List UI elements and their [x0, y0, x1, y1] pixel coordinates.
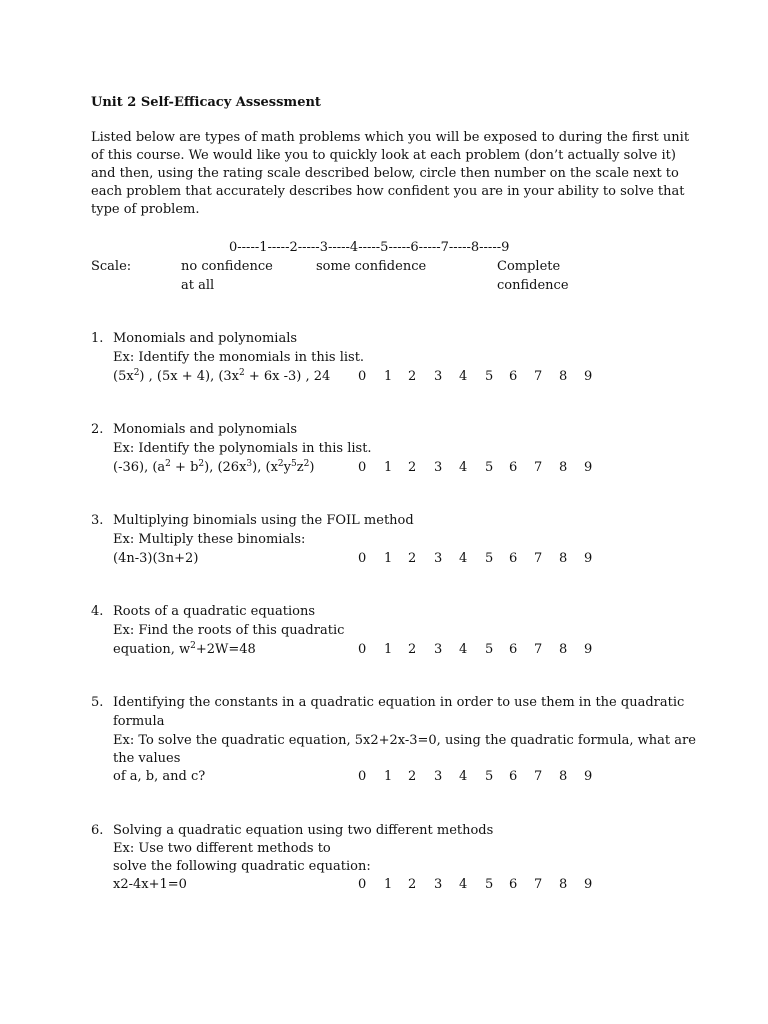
rating-option-9[interactable]: 9 — [584, 460, 593, 475]
rating-option-8[interactable]: 8 — [559, 551, 568, 566]
question-topic: Identifying the constants in a quadratic equation in order to use them in the quadratic — [113, 695, 685, 710]
question-number: 5. — [91, 695, 104, 710]
rating-option-4[interactable]: 4 — [459, 369, 468, 384]
rating-option-3[interactable]: 3 — [434, 877, 443, 892]
question-expression: (-36), $(a^2 + b^2)$, $(26x^3)$, $(x^2y^5z^2)$ — [113, 459, 315, 475]
rating-option-1[interactable]: 1 — [384, 877, 393, 892]
rating-option-4[interactable]: 4 — [459, 769, 468, 784]
rating-option-0[interactable]: 0 — [358, 877, 367, 892]
question-topic: Monomials and polynomials — [113, 422, 298, 437]
scale-high-label: confidence — [497, 278, 569, 293]
question-expression: of a, b, and c? — [113, 769, 206, 784]
rating-option-3[interactable]: 3 — [434, 460, 443, 475]
question-number: 2. — [91, 422, 104, 437]
rating-option-5[interactable]: 5 — [485, 877, 494, 892]
rating-option-6[interactable]: 6 — [509, 642, 518, 657]
rating-option-6[interactable]: 6 — [509, 460, 518, 475]
rating-option-7[interactable]: 7 — [534, 877, 543, 892]
question-expression: $(5x^2)$ , (5x + 4), ($3x^2 + 6x$ -3) , 24 — [113, 368, 331, 384]
intro-line: each problem that accurately describes how confident you are in your ability to solve that — [91, 184, 685, 199]
rating-option-8[interactable]: 8 — [559, 642, 568, 657]
rating-option-5[interactable]: 5 — [485, 642, 494, 657]
rating-option-0[interactable]: 0 — [358, 551, 367, 566]
rating-option-2[interactable]: 2 — [408, 642, 417, 657]
question-number: 3. — [91, 513, 104, 528]
rating-option-6[interactable]: 6 — [509, 551, 518, 566]
rating-option-0[interactable]: 0 — [358, 769, 367, 784]
question-example: solve the following quadratic equation: — [113, 859, 371, 874]
rating-option-8[interactable]: 8 — [559, 877, 568, 892]
rating-option-4[interactable]: 4 — [459, 551, 468, 566]
intro-line: Listed below are types of math problems which you will be exposed to during the first unit — [91, 130, 690, 145]
question-number: 4. — [91, 604, 104, 619]
question-topic: Multiplying binomials using the FOIL method — [113, 513, 414, 528]
question-example: the values — [113, 751, 181, 766]
rating-option-1[interactable]: 1 — [384, 551, 393, 566]
rating-option-0[interactable]: 0 — [358, 642, 367, 657]
question-topic: Roots of a quadratic equations — [113, 604, 316, 619]
rating-option-7[interactable]: 7 — [534, 642, 543, 657]
question-topic: formula — [113, 714, 165, 729]
rating-option-8[interactable]: 8 — [559, 460, 568, 475]
scale-low-label: at all — [181, 278, 215, 293]
question-example: Ex: To solve the quadratic equation, 5x2+2x-3=0, using the quadratic formula, what are — [113, 733, 696, 748]
rating-option-9[interactable]: 9 — [584, 369, 593, 384]
rating-option-9[interactable]: 9 — [584, 877, 593, 892]
rating-option-2[interactable]: 2 — [408, 460, 417, 475]
question-expression: (4n-3)(3n+2) — [113, 551, 199, 566]
question-number: 6. — [91, 823, 104, 838]
question-expression: x2-4x+1=0 — [113, 877, 187, 892]
rating-option-2[interactable]: 2 — [408, 877, 417, 892]
rating-option-4[interactable]: 4 — [459, 877, 468, 892]
rating-option-2[interactable]: 2 — [408, 769, 417, 784]
question-expression: equation, $w^2+2W=48$ — [113, 641, 256, 657]
scale-label: Scale: — [91, 259, 132, 274]
rating-option-4[interactable]: 4 — [459, 642, 468, 657]
rating-option-1[interactable]: 1 — [384, 769, 393, 784]
page-title: Unit 2 Self-Efficacy Assessment — [91, 95, 321, 110]
rating-option-9[interactable]: 9 — [584, 551, 593, 566]
rating-option-2[interactable]: 2 — [408, 551, 417, 566]
rating-option-6[interactable]: 6 — [509, 877, 518, 892]
rating-option-5[interactable]: 5 — [485, 769, 494, 784]
intro-paragraph — [91, 129, 690, 219]
question-example: Ex: Use two different methods to — [113, 841, 331, 856]
rating-option-5[interactable]: 5 — [485, 551, 494, 566]
rating-option-0[interactable]: 0 — [358, 460, 367, 475]
question-topic: Monomials and polynomials — [113, 331, 298, 346]
rating-option-9[interactable]: 9 — [584, 642, 593, 657]
rating-option-1[interactable]: 1 — [384, 369, 393, 384]
rating-option-0[interactable]: 0 — [358, 369, 367, 384]
rating-option-4[interactable]: 4 — [459, 460, 468, 475]
rating-option-8[interactable]: 8 — [559, 369, 568, 384]
scale-number-line: 0-----1-----2-----3-----4-----5-----6-----7-----8-----9 — [229, 240, 510, 255]
rating-option-1[interactable]: 1 — [384, 642, 393, 657]
question-example: Ex: Find the roots of this quadratic — [113, 623, 345, 638]
rating-option-7[interactable]: 7 — [534, 769, 543, 784]
rating-option-9[interactable]: 9 — [584, 769, 593, 784]
rating-option-6[interactable]: 6 — [509, 369, 518, 384]
rating-option-8[interactable]: 8 — [559, 769, 568, 784]
question-example: Ex: Identify the polynomials in this list. — [113, 441, 372, 456]
rating-option-3[interactable]: 3 — [434, 369, 443, 384]
question-example: Ex: Multiply these binomials: — [113, 532, 306, 547]
rating-option-3[interactable]: 3 — [434, 642, 443, 657]
intro-line: and then, using the rating scale described below, circle then number on the scale next to — [91, 166, 679, 181]
rating-option-5[interactable]: 5 — [485, 369, 494, 384]
scale-high-label: Complete — [497, 259, 561, 274]
question-topic: Solving a quadratic equation using two different methods — [113, 823, 494, 838]
rating-option-7[interactable]: 7 — [534, 460, 543, 475]
rating-option-3[interactable]: 3 — [434, 551, 443, 566]
scale-mid-label: some confidence — [316, 259, 427, 274]
intro-line: type of problem. — [91, 202, 200, 217]
rating-option-3[interactable]: 3 — [434, 769, 443, 784]
scale-low-label: no confidence — [181, 259, 273, 274]
question-number: 1. — [91, 331, 104, 346]
question-example: Ex: Identify the monomials in this list. — [113, 350, 365, 365]
rating-option-7[interactable]: 7 — [534, 551, 543, 566]
rating-option-2[interactable]: 2 — [408, 369, 417, 384]
rating-option-6[interactable]: 6 — [509, 769, 518, 784]
rating-option-5[interactable]: 5 — [485, 460, 494, 475]
rating-option-1[interactable]: 1 — [384, 460, 393, 475]
intro-line: of this course. We would like you to quickly look at each problem (don’t actually solve it) — [91, 148, 676, 163]
rating-option-7[interactable]: 7 — [534, 369, 543, 384]
